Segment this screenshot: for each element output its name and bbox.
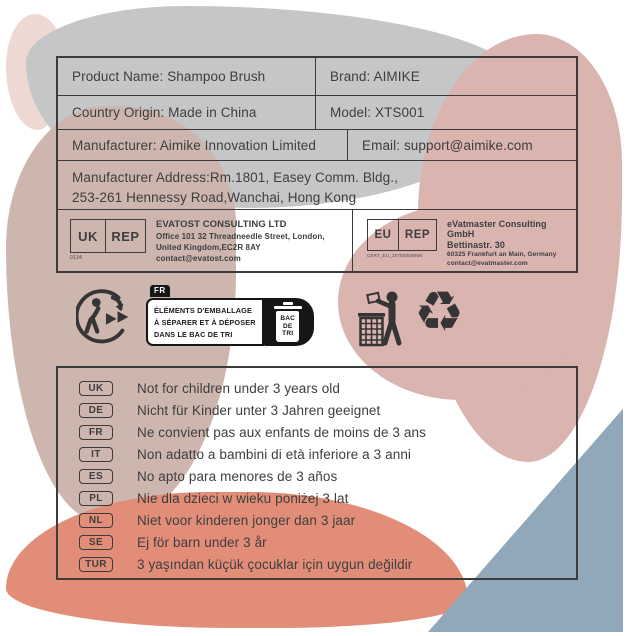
- bin-label-line: DE: [282, 322, 293, 330]
- warning-row: [58, 399, 576, 421]
- uk-rep-badge: [70, 219, 146, 253]
- eu-rep-address-line: 60325 Frankfurt an Main, Germany: [447, 251, 557, 258]
- tidyman-dispose-icon: [356, 290, 410, 348]
- language-chip: UK: [79, 381, 113, 396]
- eu-rep-details: [447, 219, 570, 269]
- address-line-1: Manufacturer Address:Rm.1801, Easey Comm. Bldg.,: [72, 170, 398, 185]
- language-chip: TUR: [79, 557, 113, 572]
- uk-rep-name: EVATOST CONSULTING LTD: [156, 219, 287, 230]
- email-cell: Email: support@aimike.com: [347, 130, 576, 160]
- fr-country-chip: FR: [150, 285, 170, 297]
- eu-rep-badge: [367, 219, 437, 251]
- eu-rep-email: contact@evatmaster.com: [447, 259, 528, 267]
- bin-lid: [274, 306, 302, 310]
- uk-rep-badge-column: [70, 219, 146, 261]
- warning-text: Nie dla dzieci w wieku poniżej 3 lat: [137, 491, 349, 507]
- warning-row: [58, 532, 576, 554]
- language-chip: IT: [79, 447, 113, 462]
- warning-text: Not for children under 3 years old: [137, 380, 341, 396]
- fr-tag-line-1: ÉLÉMENTS D'EMBALLAGE: [154, 306, 252, 315]
- uk-rep-badge-right: REP: [105, 220, 145, 252]
- language-chip: SE: [79, 535, 113, 550]
- table-row: [58, 160, 576, 209]
- warning-row: [58, 487, 576, 509]
- bin-handle: [283, 302, 293, 305]
- uk-rep-details: [156, 219, 325, 264]
- uk-rep-email: contact@evatost.com: [156, 253, 241, 263]
- eu-rep-badge-left: EU: [374, 229, 392, 241]
- warning-text: Niet voor kinderen jonger dan 3 jaar: [137, 513, 356, 529]
- warning-row: [58, 554, 576, 576]
- warning-row: [58, 443, 576, 465]
- bin-label-line: TRI: [282, 330, 294, 338]
- bin-body: [276, 311, 299, 342]
- eu-rep-block: [352, 210, 576, 271]
- uk-rep-address-line: Office 101 32 Threadneedle Street, London,: [156, 232, 325, 241]
- eu-rep-badge-column: [367, 219, 437, 258]
- warning-row: [58, 377, 576, 399]
- warning-row: [58, 465, 576, 487]
- fr-tag-line-3: DANS LE BAC DE TRI: [154, 329, 233, 339]
- warning-text: Non adatto a bambini di età inferiore a 3 anni: [137, 446, 412, 462]
- recycle-icon: ♻: [414, 280, 465, 343]
- sorting-bin-icon: [262, 298, 314, 346]
- language-chip: DE: [79, 403, 113, 418]
- language-chip: ES: [79, 469, 113, 484]
- uk-rep-badge-left: UK: [78, 228, 98, 244]
- eu-rep-badge-right: REP: [398, 220, 436, 250]
- uk-rep-block: [58, 210, 352, 271]
- fr-tag-body: [146, 298, 318, 346]
- warning-text: Nicht für Kinder unter 3 Jahren geeignet: [137, 402, 381, 418]
- warnings-table: [56, 366, 578, 580]
- table-row: [58, 129, 576, 160]
- model-cell: Model: XTS001: [315, 96, 576, 129]
- brand-cell: Brand: AIMIKE: [315, 58, 576, 95]
- table-row: [58, 58, 576, 95]
- address-line-2: 253-261 Hennessy Road,Wanchai, Hong Kong: [72, 190, 357, 206]
- eu-rep-street: Bettinastr. 30: [447, 240, 505, 250]
- table-row: [58, 209, 576, 271]
- language-chip: FR: [79, 425, 113, 440]
- table-row: [58, 95, 576, 129]
- language-chip: NL: [79, 513, 113, 528]
- manufacturer-cell: Manufacturer: Aimike Innovation Limited: [72, 137, 317, 153]
- warning-text: 3 yaşından küçük çocuklar için uygun değildir: [137, 557, 413, 573]
- eu-rep-cert-code: CERT_EU_3076035886N: [367, 253, 423, 258]
- product-name-cell: Product Name: Shampoo Brush: [72, 69, 266, 84]
- manufacturer-address-cell: [58, 161, 412, 209]
- triman-recycling-icon: [76, 287, 134, 347]
- bin-label-line: BAC: [280, 315, 296, 323]
- eu-rep-name: eVatmaster Consulting GmbH: [447, 219, 547, 239]
- warning-text: Ej för barn under 3 år: [137, 535, 267, 551]
- fr-tag-line-2: À SÉPARER ET À DÉPOSER: [154, 317, 256, 327]
- uk-rep-cert-code: 0134: [70, 255, 82, 261]
- fr-tag-text: [146, 298, 264, 346]
- warning-text: Ne convient pas aux enfants de moins de 3 ans: [137, 424, 426, 440]
- warning-row: [58, 421, 576, 443]
- uk-rep-address-line: United Kingdom,EC2R 8AY: [156, 242, 261, 252]
- warning-row: [58, 510, 576, 532]
- product-info-table: [56, 56, 578, 273]
- country-origin-cell: Country Origin: Made in China: [72, 105, 257, 120]
- fr-sorting-tag: [146, 280, 318, 346]
- language-chip: PL: [79, 491, 113, 506]
- warning-text: No apto para menores de 3 años: [137, 468, 338, 484]
